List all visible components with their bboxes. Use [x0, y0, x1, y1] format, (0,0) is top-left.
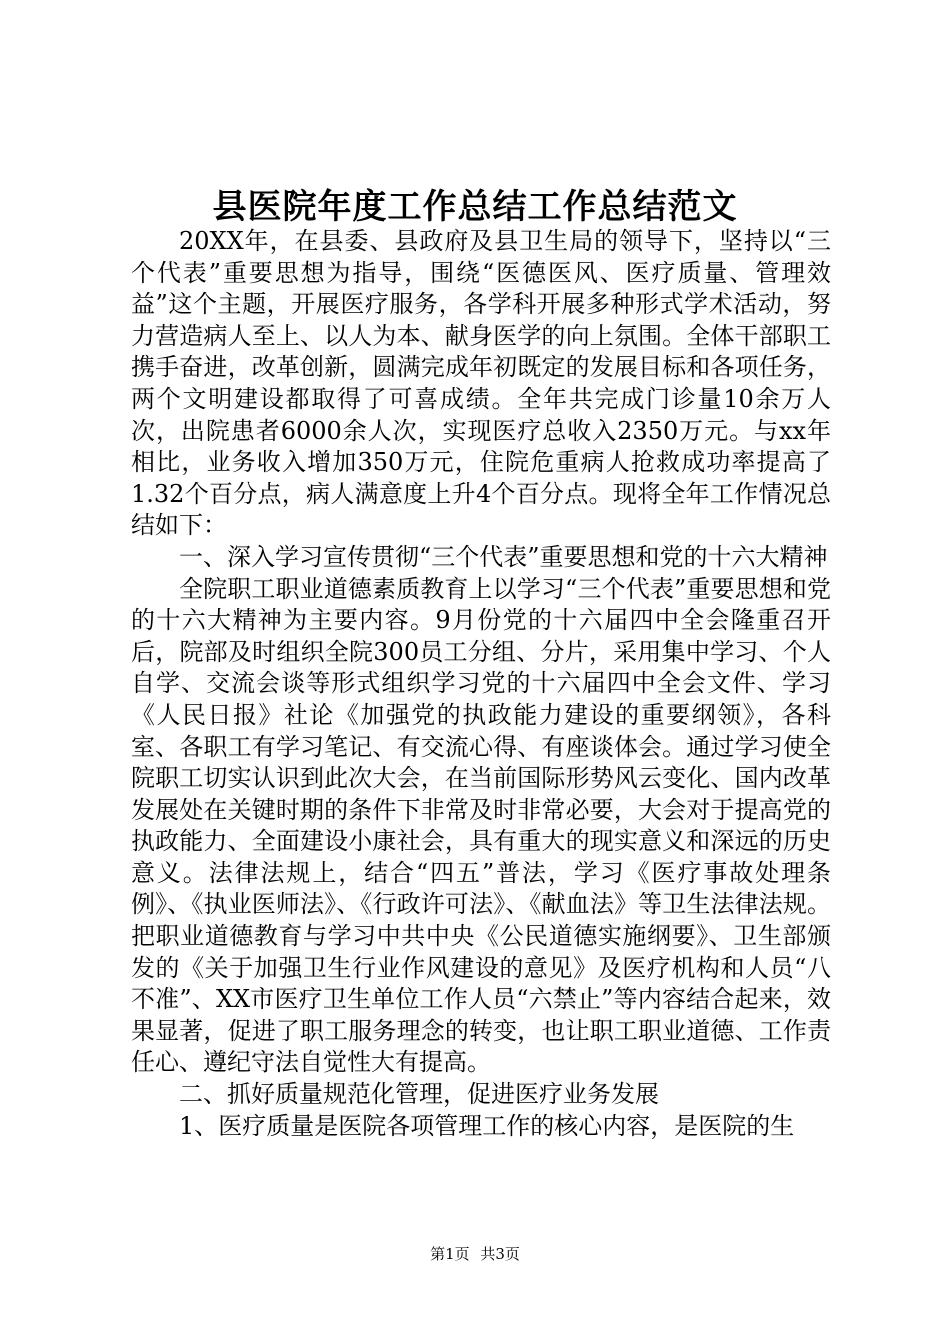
document-body — [131, 226, 831, 1142]
page-number-footer: 第1页 共3页 — [430, 1245, 520, 1263]
section-heading-one: 一、深入学习宣传贯彻“三个代表”重要思想和党的十六大精神 — [179, 542, 828, 571]
intro-paragraph: 20XX年，在县委、县政府及县卫生局的领导下，坚持以“三个代表”重要思想为指导，围绕“医德医风、医疗质量、管理效益”这个主题，开展医疗服务，各学科开展多种形式学术活动，努力营造病人至上、以人为本、献身医学的向上氛围。全体干部职工携手奋进，改革创新，圆满完成年初既定的发展目标和各项任务，两个文明建设都取得了可喜成绩。全年共完成门诊量10余万人次，出院患者6000余人次，实现医疗总收入2350万元。与xx年相比，业务收入增加350万元，住院危重病人抢救成功率提高了1.32个百分点，病人满意度上升4个百分点。现将全年工作情况总结如下： — [131, 227, 831, 540]
section-heading-two: 二、抓好质量规范化管理，促进医疗业务发展 — [179, 1080, 659, 1109]
section-two-paragraph: 1、医疗质量是医院各项管理工作的核心内容，是医院的生 — [179, 1111, 795, 1140]
section-one-paragraph: 全院职工职业道德素质教育上以学习“三个代表”重要思想和党的十六大精神为主要内容。9月份党的十六届四中全会隆重召开后，院部及时组织全院300员工分组、分片，采用集中学习、个人自学、交流会谈等形式组织学习党的十六届四中全会文件、学习《人民日报》社论《加强党的执政能力建设的重要纲领》，各科室、各职工有学习笔记、有交流心得、有座谈体会。通过学习使全院职工切实认识到此次大会，在当前国际形势风云变化、国内改革发展处在关键时期的条件下非常及时非常必要，大会对于提高党的执政能力、全面建设小康社会，具有重大的现实意义和深远的历史意义。法律法规上，结合“四五”普法，学习《医疗事故处理条例》、《执业医师法》、《行政许可法》、《献血法》等卫生法律法规。把职业道德教育与学习中共中央《公民道德实施纲要》、卫生部颁发的《关于加强卫生行业作风建设的意见》及医疗机构和人员“八不准”、XX市医疗卫生单位工作人员“六禁止”等内容结合起来，效果显著，促进了职工服务理念的转变，也让职工职业道德、工作责任心、遵纪守法自觉性大有提高。 — [131, 574, 831, 1077]
document-title: 县医院年度工作总结工作总结范文 — [212, 187, 738, 227]
